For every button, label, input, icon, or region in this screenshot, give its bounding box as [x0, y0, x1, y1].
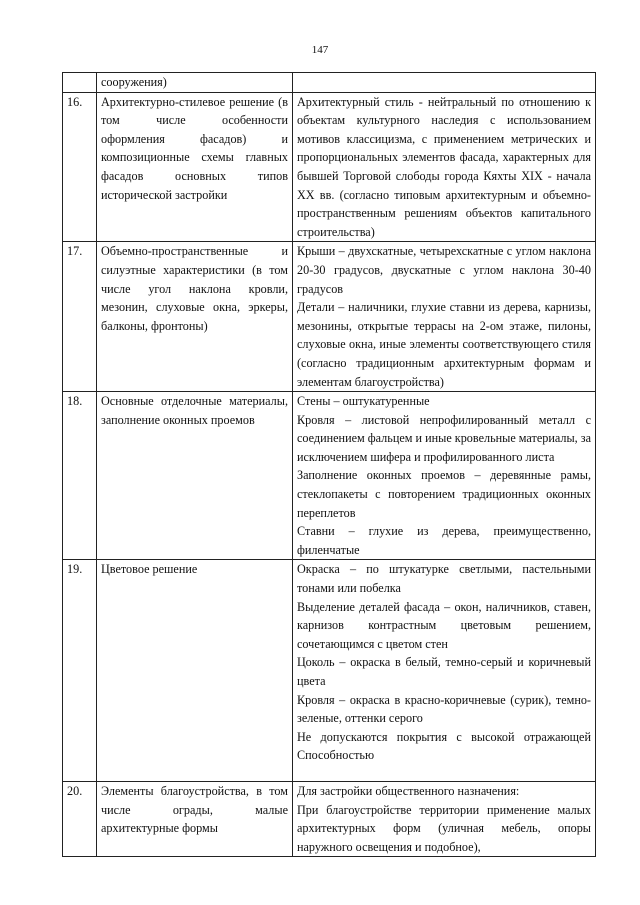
table-row	[63, 781, 596, 856]
table-row	[63, 560, 596, 782]
description-paragraph: Архитектурный стиль - нейтральный по отношению к объектам культурного наследия с использованием мотивов классицизма, с применением метрических и пропорциональных элементов фасада, характерных для бывшей Торговой слободы города Кяхты XIX - начала XX вв. (согласно типовым архитектурным и объемно-пространственным решениям объектов капитального строительства)	[297, 94, 591, 239]
row-number: 19.	[63, 560, 97, 782]
description-paragraph: Окраска – по штукатурке светлыми, пастельными тонами или побелка	[297, 562, 591, 596]
table-row	[63, 92, 596, 242]
page-number: 147	[311, 44, 329, 56]
description-paragraph: Не допускаются покрытия с высокой отражающей Способностью	[297, 729, 591, 763]
row-description	[293, 73, 596, 93]
description-paragraph: При благоустройстве территории применение малых архитектурных форм (уличная мебель, опоры наружного освещения и подобное),	[297, 802, 591, 854]
requirements-table	[62, 72, 596, 857]
description-paragraph: Ставни – глухие из дерева, преимущественно, филенчатые	[297, 524, 591, 557]
description-paragraph: Заполнение оконных проемов – деревянные рамы, стеклопакеты с повторением традиционных оконных переплетов	[297, 468, 591, 520]
row-description	[293, 92, 596, 242]
row-feature: Объемно-пространственные и силуэтные характеристики (в том числе угол наклона кровли, мезонин, слуховые окна, эркеры, балконы, фронтоны)	[97, 242, 293, 392]
row-feature: сооружения)	[97, 73, 293, 93]
table-row	[63, 392, 596, 560]
row-description	[293, 560, 596, 782]
table-row	[63, 73, 596, 93]
row-feature: Элементы благоустройства, в том числе ограды, малые архитектурные формы	[97, 781, 293, 856]
row-number: 18.	[63, 392, 97, 560]
description-paragraph: Кровля – листовой непрофилированный металл с соединением фальцем и иные кровельные материалы, за исключением шифера и профилированного листа	[297, 412, 591, 464]
row-description	[293, 392, 596, 560]
row-number: 20.	[63, 781, 97, 856]
description-paragraph: Для застройки общественного назначения:	[297, 783, 520, 798]
description-paragraph: Стены – оштукатуренные	[297, 394, 430, 409]
row-number: 16.	[63, 92, 97, 242]
row-feature: Основные отделочные материалы, заполнение оконных проемов	[97, 392, 293, 560]
row-description	[293, 242, 596, 392]
row-feature: Архитектурно-стилевое решение (в том числе особенности оформления фасадов) и композиционные схемы главных фасадов основных типов исторической застройки	[97, 92, 293, 242]
row-description	[293, 781, 596, 856]
row-number: 17.	[63, 242, 97, 392]
description-paragraph: Выделение деталей фасада – окон, наличников, ставен, карнизов контрастным цветовым решением, сочетающимся с цветом стен	[297, 599, 591, 651]
row-number	[63, 73, 97, 93]
description-paragraph: Кровля – окраска в красно-коричневые (сурик), темно-зеленые, оттенки серого	[297, 692, 591, 726]
table-row	[63, 242, 596, 392]
row-feature: Цветовое решение	[97, 560, 293, 782]
description-paragraph: Крыши – двухскатные, четырехскатные с углом наклона 20-30 градусов, двускатные с углом наклона 30-40 градусов	[297, 244, 591, 296]
description-paragraph: Детали – наличники, глухие ставни из дерева, карнизы, мезонины, открытые террасы на 2-ом этаже, пилоны, слуховые окна, иные элементы соответствующего стиля (согласно традиционным архитектурным формам и элементам благоустройства)	[297, 300, 591, 389]
description-paragraph: Цоколь – окраска в белый, темно-серый и коричневый цвета	[297, 655, 591, 688]
